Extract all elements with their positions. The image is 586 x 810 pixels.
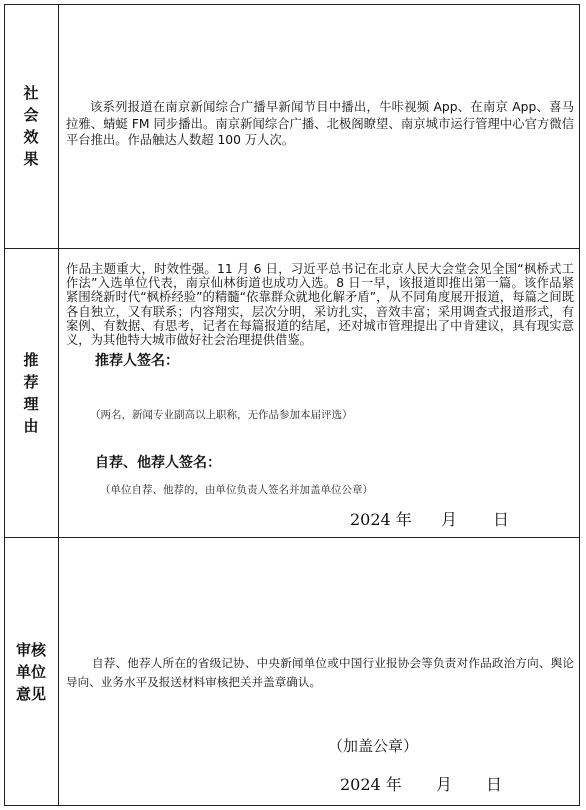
recommend-date-year: 2024 年 bbox=[350, 510, 412, 529]
recommender-signature-label: 推荐人签名： bbox=[95, 353, 179, 369]
label-char: 见 bbox=[31, 685, 47, 703]
seal-label: （加盖公章） bbox=[328, 737, 419, 755]
label-char bbox=[16, 639, 46, 661]
recommend-date-month: 月 bbox=[441, 510, 458, 529]
row-divider bbox=[4, 248, 580, 249]
self-recommend-signature-label: 自荐、他荐人签名： bbox=[95, 455, 221, 471]
label-char: 果 bbox=[23, 150, 39, 168]
recommender-note: （两名，新闻专业副高以上职称，无作品参加本届评选） bbox=[90, 409, 353, 421]
review-date-month: 月 bbox=[436, 775, 453, 794]
row-divider bbox=[4, 537, 580, 538]
label-char: 会 bbox=[23, 106, 39, 124]
label-char: 单 bbox=[15, 663, 31, 681]
label-review-opinion bbox=[4, 538, 58, 806]
column-divider bbox=[58, 4, 59, 806]
label-recommend-reason bbox=[4, 249, 58, 537]
review-date-year: 2024 年 bbox=[340, 775, 402, 794]
label-char: 审 bbox=[15, 641, 31, 659]
label-char: 位 bbox=[31, 663, 47, 681]
self-recommend-note: （单位自荐、他荐的，由单位负责人签名并加盖单位公章） bbox=[100, 484, 373, 496]
label-char: 推 bbox=[23, 351, 39, 369]
label-char: 意 bbox=[15, 685, 31, 703]
label-char: 理 bbox=[23, 395, 39, 413]
label-char bbox=[16, 683, 46, 705]
label-char bbox=[16, 661, 46, 683]
label-char: 核 bbox=[31, 641, 47, 659]
label-char: 效 bbox=[23, 128, 39, 146]
recommend-reason-text: 作品主题重大，时效性强。11 月 6 日，习近平总书记在北京人民大会堂会见全国“枫桥式工作法”入选单位代表，南京仙林街道也成功入选。8 日一早，该报道即推出第一篇。该作品紧紧围绕新时代“枫桥经验”的精髓“依靠群众就地化解矛盾”，从不同角度展开报道，每篇之间既各自独立，又有联系；内容翔实，层次分明，采访扎实，音效丰富；采用调查式报道形式，有案例、有数据、有思考，记者在每篇报道的结尾，还对城市管理提出了中肯建议，具有现实意义，为其他特大城市做好社会治理提供借鉴。 bbox=[66, 262, 574, 348]
review-date-day: 日 bbox=[486, 775, 503, 794]
label-char: 荐 bbox=[23, 373, 39, 391]
label-social-effect bbox=[4, 4, 58, 248]
social-effect-text: 该系列报道在南京新闻综合广播早新闻节目中播出，牛咔视频 App、在南京 App、喜马拉雅、蜻蜓 FM 同步播出。南京新闻综合广播、北极阁瞭望、南京城市运行管理中心官方微信平台推出。作品触达人数超 100 万人次。 bbox=[66, 100, 574, 147]
label-char: 由 bbox=[23, 417, 39, 435]
review-opinion-text: 自荐、他荐人所在的省级记协、中央新闻单位或中国行业报协会等负责对作品政治方向、舆论导向、业务水平及报送材料审核把关并盖章确认。 bbox=[66, 656, 574, 689]
recommend-date-day: 日 bbox=[493, 510, 510, 529]
label-char: 社 bbox=[23, 84, 39, 102]
